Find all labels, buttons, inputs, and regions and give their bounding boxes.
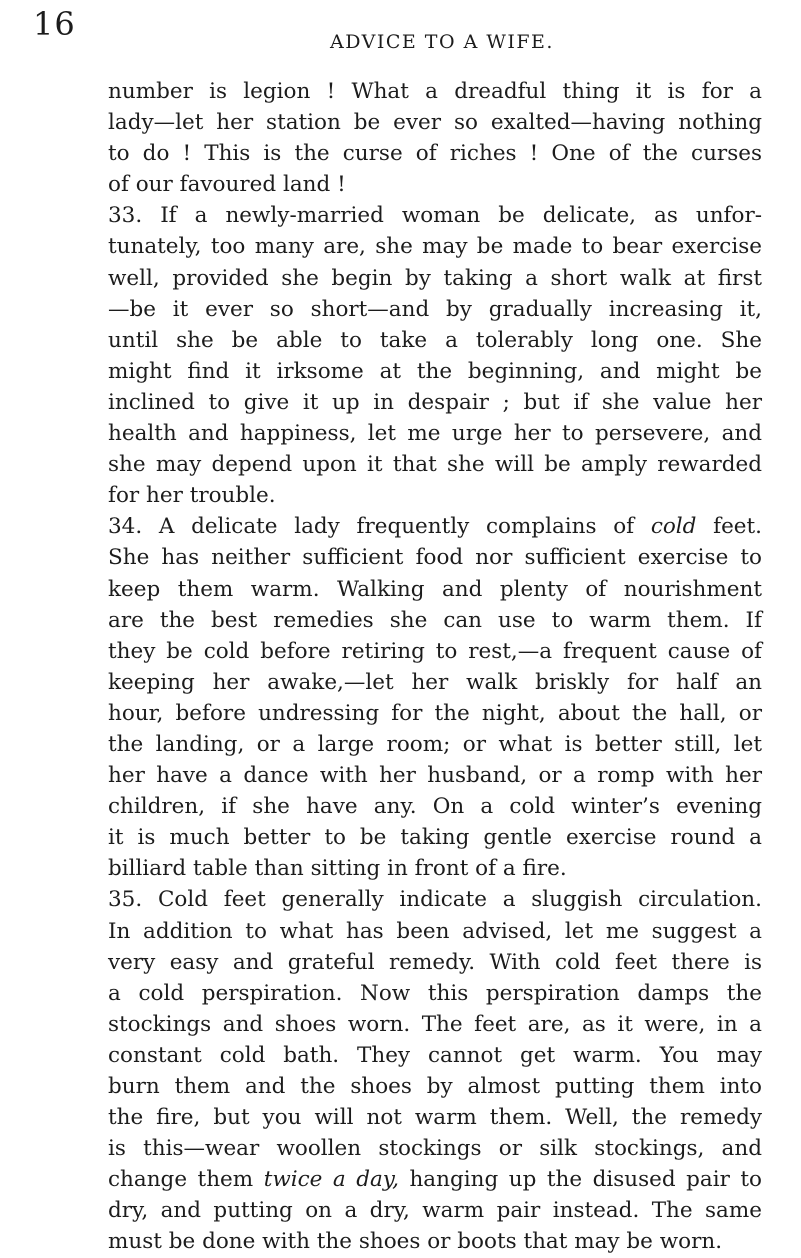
text-line: very easy and grateful remedy. With cold feet there is: [108, 949, 762, 975]
text-line: health and happiness, let me urge her to persevere, and: [108, 421, 762, 447]
text-line: of our favoured land !: [108, 172, 346, 198]
body-text: [108, 76, 762, 1258]
text-line: might find it irksome at the beginning, and might be: [108, 358, 762, 384]
text-line: until she be able to take a tolerably long one. She: [108, 327, 762, 353]
text-line: hour, before undressing for the night, about the hall, or: [108, 700, 762, 726]
text-line: the fire, but you will not warm them. Well, the remedy: [108, 1105, 762, 1131]
text-line: —be it ever so short—and by gradually increasing it,: [108, 296, 762, 322]
text-line: a cold perspiration. Now this perspiration damps the: [108, 980, 762, 1006]
text-line: burn them and the shoes by almost putting them into: [108, 1074, 762, 1099]
text-line: her have a dance with her husband, or a romp with her: [108, 763, 762, 789]
text-line: dry, and putting on a dry, warm pair instead. The same: [108, 1198, 762, 1224]
text-line: to do ! This is the curse of riches ! One of the curses: [108, 141, 762, 167]
text-line: for her trouble.: [108, 483, 276, 509]
text-line: are the best remedies she can use to warm them. If: [108, 607, 762, 633]
text-line: lady—let her station be ever so exalted—having nothing: [108, 110, 762, 136]
text-line: 35. Cold feet generally indicate a sluggish circulation.: [108, 887, 762, 913]
text-line: stockings and shoes worn. The feet are, as it were, in a: [108, 1011, 762, 1037]
text-segment: feet.: [696, 514, 762, 540]
text-line: well, provided she begin by taking a short walk at first: [108, 265, 762, 291]
text-line: it is much better to be taking gentle exercise round a: [108, 825, 762, 851]
text-line: constant cold bath. They cannot get warm. You may: [108, 1042, 762, 1068]
text-segment: change them: [108, 1167, 264, 1193]
text-line: keep them warm. Walking and plenty of nourishment: [108, 576, 762, 602]
text-line: she may depend upon it that she will be amply rewarded: [108, 452, 762, 478]
text-line: She has neither sufficient food nor sufficient exercise to: [108, 545, 762, 571]
running-title: ADVICE TO A WIFE.: [330, 31, 554, 53]
italic-emphasis: cold: [650, 514, 697, 540]
text-line: is this—wear woollen stockings or silk stockings, and: [108, 1136, 762, 1162]
text-line: children, if she have any. On a cold winter’s evening: [108, 794, 762, 820]
text-line: billiard table than sitting in front of a fire.: [108, 856, 567, 882]
text-line: must be done with the shoes or boots that may be worn.: [108, 1229, 723, 1255]
text-line: [108, 1164, 762, 1195]
text-line: tunately, too many are, she may be made to bear exercise: [108, 234, 762, 260]
text-line: [108, 511, 762, 542]
page-number: 16: [33, 5, 76, 43]
text-line: number is legion ! What a dreadful thing it is for a: [108, 79, 762, 104]
italic-emphasis: twice a day,: [263, 1167, 399, 1193]
text-line: inclined to give it up in despair ; but if she value her: [108, 389, 762, 415]
text-line: 33. If a newly-married woman be delicate, as unfor-: [108, 203, 762, 229]
text-segment: 34. A delicate lady frequently complains of: [108, 514, 651, 540]
text-line: they be cold before retiring to rest,—a frequent cause of: [108, 638, 762, 664]
text-line: keeping her awake,—let her walk briskly for half an: [108, 669, 762, 695]
text-line: the landing, or a large room; or what is better still, let: [108, 731, 762, 757]
text-segment: hanging up the disused pair to: [398, 1167, 762, 1193]
text-line: In addition to what has been advised, let me suggest a: [108, 918, 762, 944]
